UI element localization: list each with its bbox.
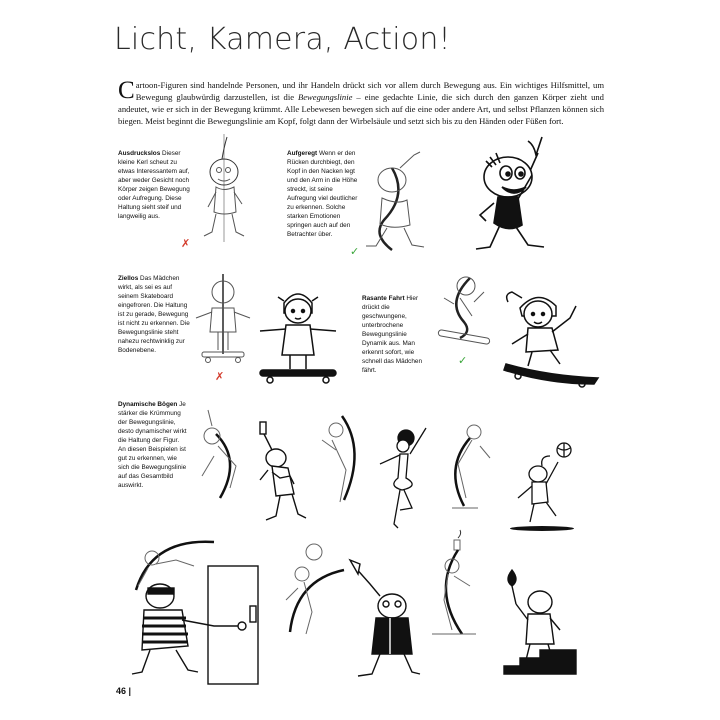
sketch-dynamic-5 — [278, 540, 348, 638]
sketch-dynamic-1 — [196, 406, 252, 502]
sketch-ziellos-girl — [192, 272, 254, 364]
check-mark-aufgeregt: ✓ — [350, 245, 360, 258]
caption-ziellos: Ziellos Das Mädchen wirkt, als sei es auf seinem Skateboard eingefroren. Die Haltung ist zu gerade, Bewegung ist nicht zu erkennen. Die Bewegungslinie steht nahezu rechtwinklig zur Bodenebene. — [118, 275, 190, 354]
caption-dynamische-boegen: Dynamische Bögen Je stärker die Krümmung der Bewegungslinie, desto dynamischer wirkt die Haltung der Figur. An diesen Beispielen ist gut zu erkennen, wie sich die Bewegungslinie auf das Gesamtbild auswirkt. — [118, 401, 187, 489]
shadow — [510, 526, 574, 531]
drop-cap: C — [118, 76, 135, 104]
figure-dynamic-ballerina — [372, 424, 428, 534]
figure-dynamic-trumpeter — [350, 560, 420, 680]
intro-paragraph — [118, 76, 604, 128]
figure-aufgeregt-boy — [472, 135, 572, 255]
page-number: 46 | — [116, 686, 132, 696]
sketch-aufgeregt-boy — [362, 150, 442, 255]
intro-emphasis: Bewegungslinie — [297, 91, 353, 102]
sketch-dynamic-3 — [434, 418, 494, 514]
figure-rasante-girl — [498, 280, 602, 390]
intro-text-1: artoon-Figuren sind handelnde Personen, und ihr Handeln drückt sich vor allem durch Bewegung aus. Ein wichtiges Hilfsmittel, um Bewegung glaubwürdig darzustellen, ist die — [135, 79, 604, 102]
sketch-ausdruckslos-boy — [194, 132, 254, 247]
caption-ausdruckslos: Ausdruckslos Dieser kleine Kerl scheut zu etwas Interessantem auf, aber weder Gesicht noch Körper zeigen Bewegung oder Aufregung. Diese Haltung sieht steif und langweilig aus. — [118, 150, 190, 220]
figure-dynamic-torch-stairs — [500, 570, 580, 674]
figure-dynamic-girl-volleyball — [508, 440, 578, 530]
figure-dynamic-burglar-door — [132, 566, 272, 686]
sketch-dynamic-6 — [422, 530, 482, 640]
caption-rasante-fahrt: Rasante Fahrt Hier drückt die geschwungene, unterbrochene Bewegungslinie Dynamik aus. Man erkennt sofort, wie schnell das Mädchen fährt. — [362, 295, 423, 374]
caption-aufgeregt: Aufgeregt Wenn er den Rücken durchbiegt, den Kopf in den Nacken legt und den Arm in die Höhe streckt, ist seine Aufregung viel deutlicher zu erkennen. Solche starken Emotionen springen auch auf den Betrachter über. — [287, 150, 358, 238]
figure-dynamic-man-mirror — [250, 420, 306, 524]
check-mark-rasante: ✓ — [458, 354, 468, 367]
figure-ziellos-girl — [258, 283, 338, 383]
cross-mark-ziellos: ✗ — [215, 370, 225, 383]
sketch-dynamic-2 — [316, 410, 368, 510]
page-title: Licht, Kamera, Action! — [114, 22, 451, 57]
intro-text-2: – eine gedachte Linie, die sich durch den ganzen Körper zieht und andeutet, wie er sich in der Bewegung krümmt. Alle Lebewesen bewegen sich auf die eine oder andere Art, und selbst Pflanzen können sich biegen. Meist beginnt die Bewegungslinie am Kopf, folgt dann der Wirbelsäule und setzt sich bis zu den Händen oder Füßen fort. — [118, 91, 604, 127]
sketch-rasante-girl — [424, 272, 494, 352]
cross-mark-ausdruckslos: ✗ — [181, 237, 191, 250]
